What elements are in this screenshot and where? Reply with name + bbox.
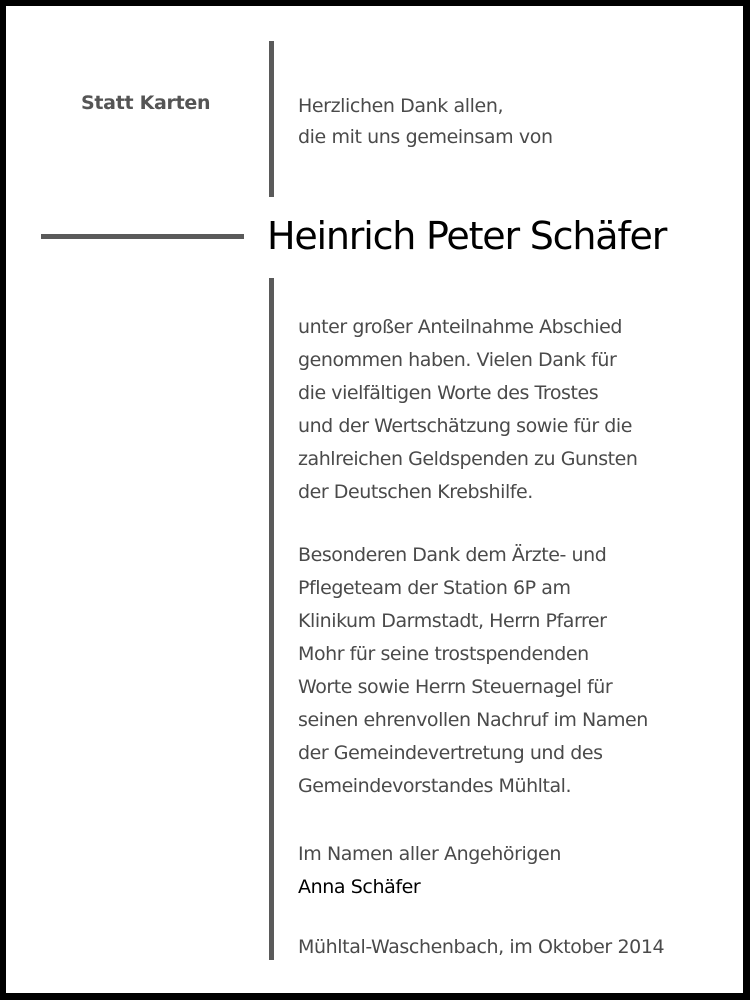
intro-line: Herzlichen Dank allen,: [298, 95, 504, 117]
text-line: Pflegeteam der Station 6P am: [298, 577, 571, 599]
text-line: Gemeindevorstandes Mühltal.: [298, 775, 572, 797]
paragraph-thanks: [298, 311, 637, 509]
horizontal-rule: [41, 234, 244, 239]
deceased-name: Heinrich Peter Schäfer: [267, 214, 667, 258]
place-date: Mühltal-Waschenbach, im Oktober 2014: [298, 936, 665, 958]
statt-karten-label: Statt Karten: [81, 92, 211, 114]
vertical-rule-top: [269, 41, 274, 197]
text-line: der Deutschen Krebshilfe.: [298, 481, 533, 503]
text-line: unter großer Anteilnahme Abschied: [298, 316, 622, 338]
notice-card: [6, 6, 743, 993]
intro-text: [298, 91, 553, 153]
text-line: der Gemeindevertretung und des: [298, 742, 603, 764]
text-line: und der Wertschätzung sowie für die: [298, 415, 632, 437]
signer-name: Anna Schäfer: [298, 876, 421, 898]
text-line: Mohr für seine trostspendenden: [298, 643, 589, 665]
text-line: genommen haben. Vielen Dank für: [298, 349, 617, 371]
closing-block: [298, 838, 561, 904]
text-line: zahlreichen Geldspenden zu Gunsten: [298, 448, 638, 470]
closing-line: Im Namen aller Angehörigen: [298, 843, 561, 865]
text-line: Klinikum Darmstadt, Herrn Pfarrer: [298, 610, 607, 632]
paragraph-special-thanks: [298, 539, 648, 803]
text-line: die vielfältigen Worte des Trostes: [298, 382, 599, 404]
text-line: Besonderen Dank dem Ärzte- und: [298, 544, 607, 566]
text-line: seinen ehrenvollen Nachruf im Namen: [298, 709, 648, 731]
intro-line: die mit uns gemeinsam von: [298, 126, 553, 148]
text-line: Worte sowie Herrn Steuernagel für: [298, 676, 613, 698]
vertical-rule-main: [269, 278, 274, 960]
